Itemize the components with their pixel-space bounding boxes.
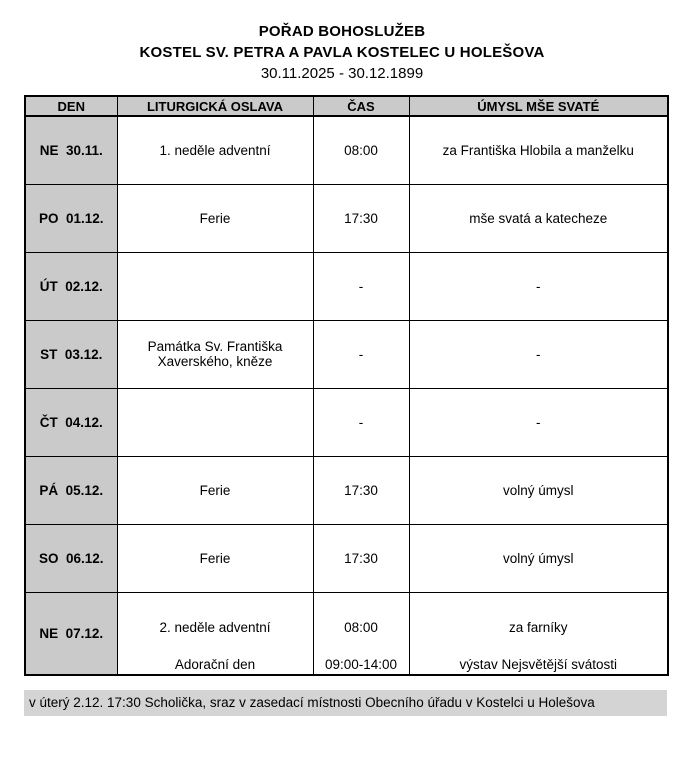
intention-cell: - [409, 320, 668, 388]
date-range: 30.11.2025 - 30.12.1899 [260, 65, 424, 82]
intention-cell: mše svatá a katecheze [409, 184, 668, 252]
time-cell: 08:00 [313, 116, 409, 184]
day-cell: PO 01.12. [25, 184, 117, 252]
intention-cell: volný úmysl [409, 524, 668, 592]
table-header-row [25, 96, 668, 116]
table-row [25, 320, 668, 388]
footer-note: v úterý 2.12. 17:30 Scholička, sraz v zasedací místnosti Obecního úřadu v Kostelci u Holešova [24, 690, 667, 716]
table-row [25, 456, 668, 524]
intention-cell: volný úmysl [409, 456, 668, 524]
day-cell: ÚT 02.12. [25, 252, 117, 320]
table-row [25, 592, 668, 675]
celebration-primary: 2. neděle adventní [159, 620, 271, 636]
column-header-cas: ČAS [313, 96, 409, 116]
day-cell: ST 03.12. [25, 320, 117, 388]
day-cell: PÁ 05.12. [25, 456, 117, 524]
table-row [25, 524, 668, 592]
day-cell: NE 07.12. [25, 592, 117, 675]
time-cell [313, 592, 409, 675]
time-cell: - [313, 252, 409, 320]
celebration-secondary: Adorační den [174, 656, 256, 672]
document-header [0, 0, 684, 84]
table-row [25, 388, 668, 456]
table-row [25, 116, 668, 184]
celebration-cell: 1. neděle adventní [117, 116, 313, 184]
celebration-cell: Ferie [117, 524, 313, 592]
column-header-liturgicka-oslava: LITURGICKÁ OSLAVA [117, 96, 313, 116]
celebration-cell [117, 388, 313, 456]
time-cell: 17:30 [313, 184, 409, 252]
time-secondary: 09:00-14:00 [324, 656, 398, 672]
table-row [25, 252, 668, 320]
intention-cell: - [409, 388, 668, 456]
celebration-cell: Ferie [117, 456, 313, 524]
celebration-cell: Památka Sv. Františka Xaverského, kněze [117, 320, 313, 388]
day-cell: SO 06.12. [25, 524, 117, 592]
table-row [25, 184, 668, 252]
time-cell: - [313, 320, 409, 388]
column-header-umysl: ÚMYSL MŠE SVATÉ [409, 96, 668, 116]
time-cell: 17:30 [313, 456, 409, 524]
day-cell: NE 30.11. [25, 116, 117, 184]
intention-cell: - [409, 252, 668, 320]
intention-cell: za Františka Hlobila a manželku [409, 116, 668, 184]
celebration-cell: Ferie [117, 184, 313, 252]
church-name: KOSTEL SV. PETRA A PAVLA KOSTELEC U HOLEŠOVA [139, 44, 545, 61]
schedule-table [24, 95, 669, 676]
intention-secondary: výstav Nejsvětější svátosti [459, 656, 618, 672]
time-cell: - [313, 388, 409, 456]
time-cell: 17:30 [313, 524, 409, 592]
day-cell: ČT 04.12. [25, 388, 117, 456]
celebration-cell [117, 252, 313, 320]
column-header-den: DEN [25, 96, 117, 116]
time-primary: 08:00 [344, 620, 378, 636]
celebration-cell [117, 592, 313, 675]
page-title: POŘAD BOHOSLUŽEB [258, 23, 426, 40]
intention-cell [409, 592, 668, 675]
intention-primary: za farníky [508, 620, 568, 636]
